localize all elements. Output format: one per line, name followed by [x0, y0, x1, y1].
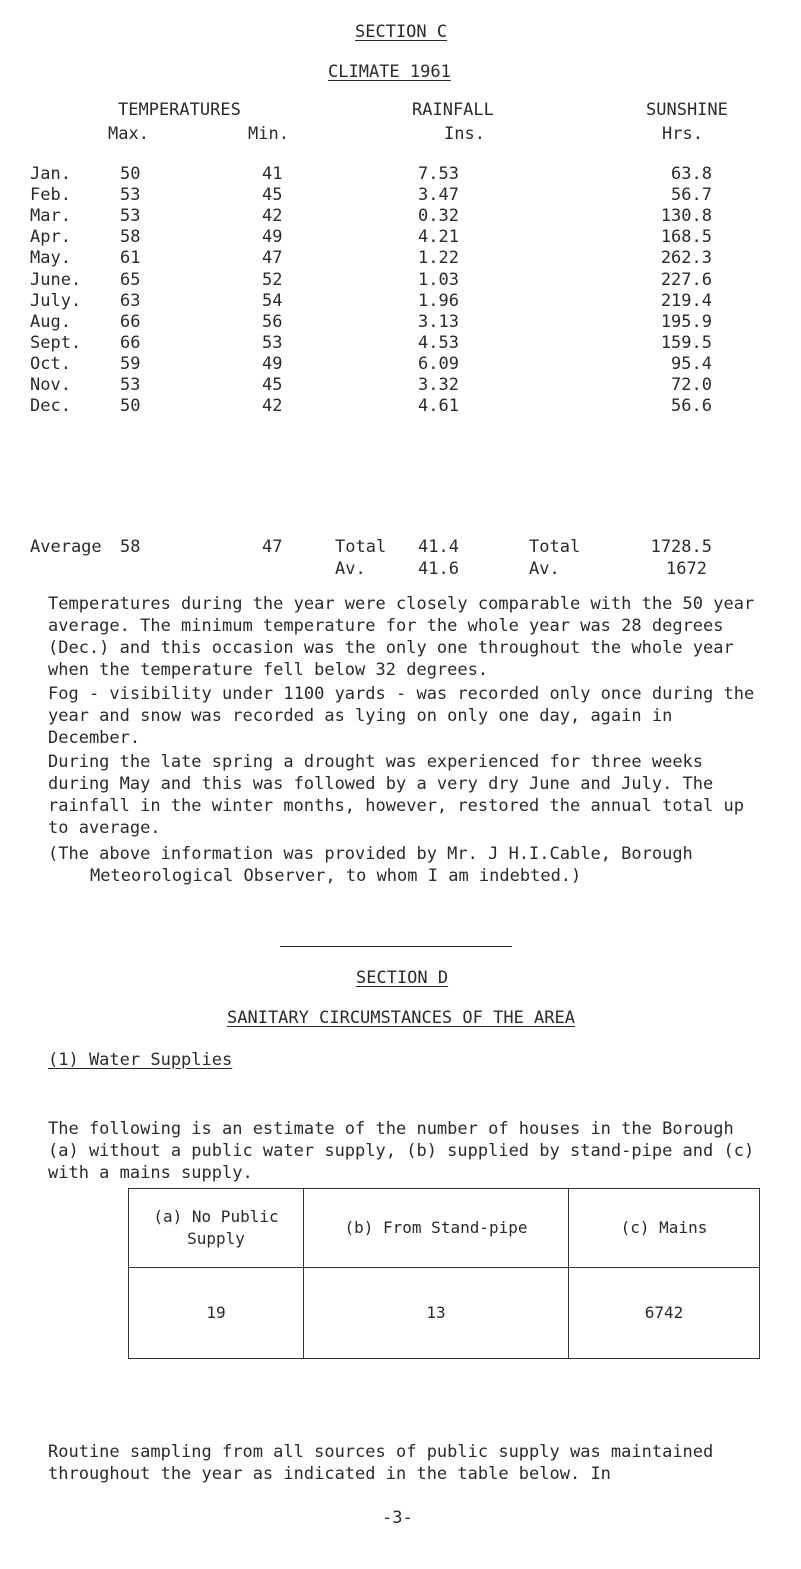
min-value: 41 [262, 164, 283, 184]
section-d-subtitle: SANITARY CIRCUMSTANCES OF THE AREA [227, 1008, 575, 1028]
month-label: Oct. [30, 354, 71, 374]
sun-value: 63.8 [671, 164, 712, 184]
month-label: Sept. [30, 333, 82, 353]
rain-value: 7.53 [418, 164, 459, 184]
value-no-public-supply: 19 [129, 1268, 304, 1359]
max-header: Max. [108, 124, 149, 144]
rain-total-value: 41.4 [418, 537, 459, 557]
rain-value: 1.22 [418, 248, 459, 268]
water-supply-table [128, 1188, 760, 1359]
rain-value: 4.21 [418, 227, 459, 247]
month-label: Feb. [30, 185, 71, 205]
sun-value: 262.3 [660, 248, 712, 268]
rain-value: 0.32 [418, 206, 459, 226]
average-max: 58 [120, 537, 141, 557]
temperature-paragraph: Temperatures during the year were closely comparable with the 50 year average. The minimum temperature for the whole year was 28 degrees (Dec.) and this occasion was the only one throughout the whole year when the temperature fell below 32 degrees. [48, 594, 755, 680]
closing-paragraph: Routine sampling from all sources of public supply was maintained throughout the year as indicated in the table below. In [48, 1442, 714, 1484]
rain-value: 3.13 [418, 312, 459, 332]
max-value: 66 [120, 333, 141, 353]
sun-value: 56.6 [671, 396, 712, 416]
min-value: 45 [262, 185, 283, 205]
sun-value: 219.4 [660, 291, 712, 311]
drought-paragraph: During the late spring a drought was experienced for three weeks during May and this was followed by a very dry June and July. The rainfall in the winter months, however, restored the annual total up to average. [48, 752, 744, 838]
section-d-title: SECTION D [356, 968, 449, 988]
max-value: 53 [120, 206, 141, 226]
temperatures-header: TEMPERATURES [118, 100, 241, 120]
min-header: Min. [248, 124, 289, 144]
min-value: 49 [262, 227, 283, 247]
min-value: 42 [262, 206, 283, 226]
min-value: 53 [262, 333, 283, 353]
max-value: 50 [120, 396, 141, 416]
sunshine-header: SUNSHINE [646, 100, 728, 120]
value-stand-pipe: 13 [304, 1268, 569, 1359]
month-label: July. [30, 291, 82, 311]
max-value: 53 [120, 375, 141, 395]
sun-value: 168.5 [660, 227, 712, 247]
hrs-header: Hrs. [662, 124, 703, 144]
sun-value: 130.8 [660, 206, 712, 226]
rain-value: 4.61 [418, 396, 459, 416]
acknowledgement-text: (The above information was provided by Mr. J H.I.Cable, Borough Meteorological Observer, to whom I am indebted.) [48, 844, 693, 886]
fog-paragraph: Fog - visibility under 1100 yards - was recorded only once during the year and snow was recorded as lying on only one day, again in December. [48, 684, 755, 748]
water-supplies-heading: (1) Water Supplies [48, 1050, 233, 1070]
max-value: 50 [120, 164, 141, 184]
min-value: 56 [262, 312, 283, 332]
max-value: 58 [120, 227, 141, 247]
sun-value: 159.5 [660, 333, 712, 353]
rain-av-label: Av. [335, 559, 366, 579]
max-value: 61 [120, 248, 141, 268]
water-supply-intro-text: The following is an estimate of the number of houses in the Borough (a) without a public water supply, (b) supplied by stand-pipe and (c) with a mains supply. [48, 1119, 755, 1183]
section-c-title: SECTION C [355, 22, 448, 42]
month-label: May. [30, 248, 71, 268]
sun-av-label: Av. [529, 559, 560, 579]
min-value: 45 [262, 375, 283, 395]
sun-total-label: Total [529, 537, 581, 557]
rain-value: 3.32 [418, 375, 459, 395]
rain-total-label: Total [335, 537, 387, 557]
sun-value: 195.9 [660, 312, 712, 332]
sun-value: 227.6 [660, 270, 712, 290]
month-label: Mar. [30, 206, 71, 226]
acknowledgement-paragraph [48, 843, 768, 887]
rain-value: 1.03 [418, 270, 459, 290]
sun-value: 56.7 [671, 185, 712, 205]
average-min: 47 [262, 537, 283, 557]
header-stand-pipe: (b) From Stand-pipe [304, 1189, 569, 1268]
sun-value: 72.0 [671, 375, 712, 395]
max-value: 65 [120, 270, 141, 290]
max-value: 66 [120, 312, 141, 332]
page-number: -3- [382, 1508, 413, 1528]
ins-header: Ins. [444, 124, 485, 144]
min-value: 47 [262, 248, 283, 268]
rain-av-value: 41.6 [418, 559, 459, 579]
average-label: Average [30, 537, 102, 557]
max-value: 59 [120, 354, 141, 374]
sun-value: 95.4 [671, 354, 712, 374]
header-no-public-supply: (a) No Public Supply [129, 1189, 304, 1268]
rain-value: 1.96 [418, 291, 459, 311]
rainfall-header: RAINFALL [412, 100, 494, 120]
rain-value: 4.53 [418, 333, 459, 353]
max-value: 63 [120, 291, 141, 311]
min-value: 54 [262, 291, 283, 311]
month-label: Dec. [30, 396, 71, 416]
month-label: Aug. [30, 312, 71, 332]
header-mains: (c) Mains [569, 1189, 760, 1268]
month-label: Jan. [30, 164, 71, 184]
month-label: Apr. [30, 227, 71, 247]
min-value: 52 [262, 270, 283, 290]
section-divider [280, 946, 512, 947]
max-value: 53 [120, 185, 141, 205]
min-value: 42 [262, 396, 283, 416]
min-value: 49 [262, 354, 283, 374]
sun-total-value: 1728.5 [650, 537, 712, 557]
month-label: June. [30, 270, 82, 290]
value-mains: 6742 [569, 1268, 760, 1359]
sun-av-value: 1672 [666, 559, 707, 579]
rain-value: 6.09 [418, 354, 459, 374]
month-label: Nov. [30, 375, 71, 395]
section-c-subtitle: CLIMATE 1961 [328, 62, 451, 82]
rain-value: 3.47 [418, 185, 459, 205]
